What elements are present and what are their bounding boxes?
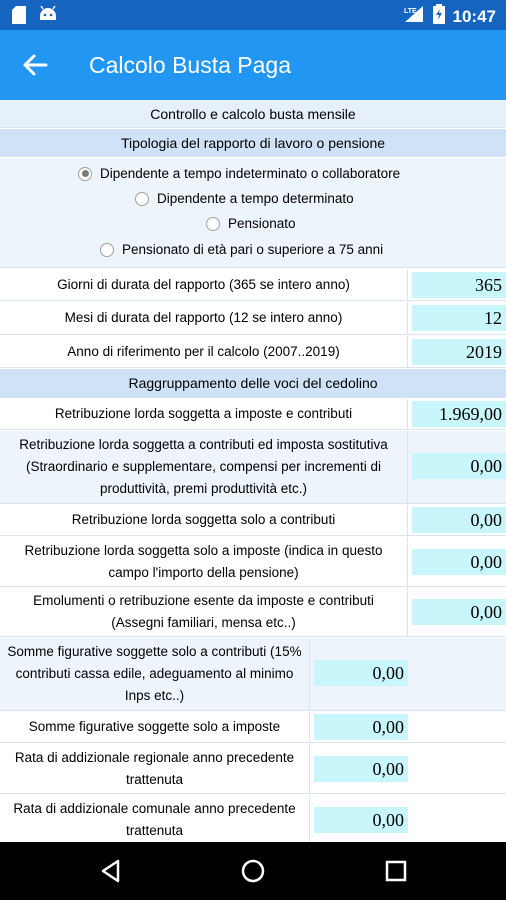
field-label: Mesi di durata del rapporto (12 se intero anno) <box>0 302 408 334</box>
giorni-input[interactable]: 365 <box>412 272 506 298</box>
back-nav-icon[interactable] <box>96 856 126 886</box>
radio-option-determinato[interactable] <box>135 191 354 206</box>
section-title: Controllo e calcolo busta mensile <box>150 105 356 122</box>
field-row-solo-contributi <box>0 505 506 536</box>
status-bar <box>0 0 506 30</box>
field-label: Retribuzione lorda soggetta a imposte e contributi <box>0 399 408 429</box>
field-row-giorni <box>0 269 506 301</box>
field-row-addizionale-regionale <box>0 744 506 794</box>
navigation-bar <box>0 842 506 900</box>
radio-button[interactable] <box>100 243 114 257</box>
radio-option-pensionato-75[interactable] <box>100 242 383 257</box>
radio-label: Dipendente a tempo determinato <box>157 191 354 206</box>
figurative-contributi-input[interactable]: 0,00 <box>314 660 408 686</box>
addizionale-comunale-input[interactable]: 0,00 <box>314 807 408 833</box>
solo-imposte-input[interactable]: 0,00 <box>412 549 506 575</box>
radio-label: Dipendente a tempo indeterminato o collaboratore <box>100 166 401 181</box>
field-label: Retribuzione lorda soggetta solo a imposte (indica in questo campo l'importo della pensione) <box>0 537 408 586</box>
radio-option-pensionato[interactable] <box>206 216 296 231</box>
sd-card-icon <box>12 6 26 29</box>
field-row-anno <box>0 336 506 368</box>
addizionale-regionale-input[interactable]: 0,00 <box>314 756 408 782</box>
form-content[interactable] <box>0 100 506 842</box>
field-row-solo-imposte <box>0 537 506 587</box>
clock: 10:47 <box>452 6 496 26</box>
field-label: Retribuzione lorda soggetta a contributi ed imposta sostitutiva (Straordinario e supplementare, compensi per incrementi di produttività, premi produttività etc.) <box>0 431 408 503</box>
field-label: Rata di addizionale regionale anno precedente trattenuta <box>0 744 310 793</box>
contributi-imposta-sostitutiva-input[interactable]: 0,00 <box>412 453 506 479</box>
figurative-imposte-input[interactable]: 0,00 <box>314 714 408 740</box>
field-label: Somme figurative soggette solo a contributi (15% contributi cassa edile, adeguamento al minimo Inps etc..) <box>0 638 310 710</box>
field-row-mesi <box>0 302 506 335</box>
section-title: Raggruppamento delle voci del cedolino <box>128 375 378 391</box>
radio-button[interactable] <box>78 167 92 181</box>
solo-contributi-input[interactable]: 0,00 <box>412 507 506 533</box>
retribuzione-lorda-input[interactable]: 1.969,00 <box>412 401 506 427</box>
field-label: Rata di addizionale comunale anno precedente trattenuta <box>0 795 310 842</box>
field-label: Emolumenti o retribuzione esente da imposte e contributi (Assegni familiari, mensa etc..) <box>0 588 408 636</box>
network-label: LTE <box>403 8 417 15</box>
notification-icons <box>12 6 58 29</box>
app-bar <box>0 30 506 100</box>
field-label: Anno di riferimento per il calcolo (2007..2019) <box>0 336 408 367</box>
recents-nav-icon[interactable] <box>381 856 411 886</box>
radio-button[interactable] <box>135 192 149 206</box>
radio-group <box>0 158 506 268</box>
field-row-retribuzione-lorda <box>0 399 506 430</box>
field-label: Retribuzione lorda soggetta solo a contributi <box>0 505 408 535</box>
field-row-figurative-contributi <box>0 638 506 711</box>
section-header-main <box>0 100 506 128</box>
anno-input[interactable]: 2019 <box>412 339 506 365</box>
page-title: Calcolo Busta Paga <box>89 52 292 78</box>
section-title: Tipologia del rapporto di lavoro o pensione <box>120 134 386 151</box>
field-row-figurative-imposte <box>0 712 506 743</box>
section-header-tipologia <box>0 129 506 157</box>
android-icon <box>38 6 58 29</box>
field-label: Somme figurative soggette solo a imposte <box>0 712 310 742</box>
field-row-addizionale-comunale <box>0 795 506 842</box>
field-label: Giorni di durata del rapporto (365 se intero anno) <box>0 269 408 300</box>
emolumenti-esenti-input[interactable]: 0,00 <box>412 599 506 625</box>
section-header-raggruppamento <box>0 369 506 398</box>
home-nav-icon[interactable] <box>238 856 268 886</box>
system-icons <box>403 4 496 29</box>
mesi-input[interactable]: 12 <box>412 305 506 331</box>
radio-option-indeterminato[interactable] <box>78 166 400 181</box>
radio-label: Pensionato <box>228 216 296 231</box>
signal-icon <box>403 4 425 29</box>
radio-button[interactable] <box>206 217 220 231</box>
field-row-contributi-imposta-sostitutiva <box>0 431 506 504</box>
battery-icon <box>433 4 445 29</box>
field-row-emolumenti-esenti <box>0 588 506 637</box>
radio-label: Pensionato di età pari o superiore a 75 anni <box>122 242 384 257</box>
back-arrow-icon[interactable] <box>22 52 48 78</box>
